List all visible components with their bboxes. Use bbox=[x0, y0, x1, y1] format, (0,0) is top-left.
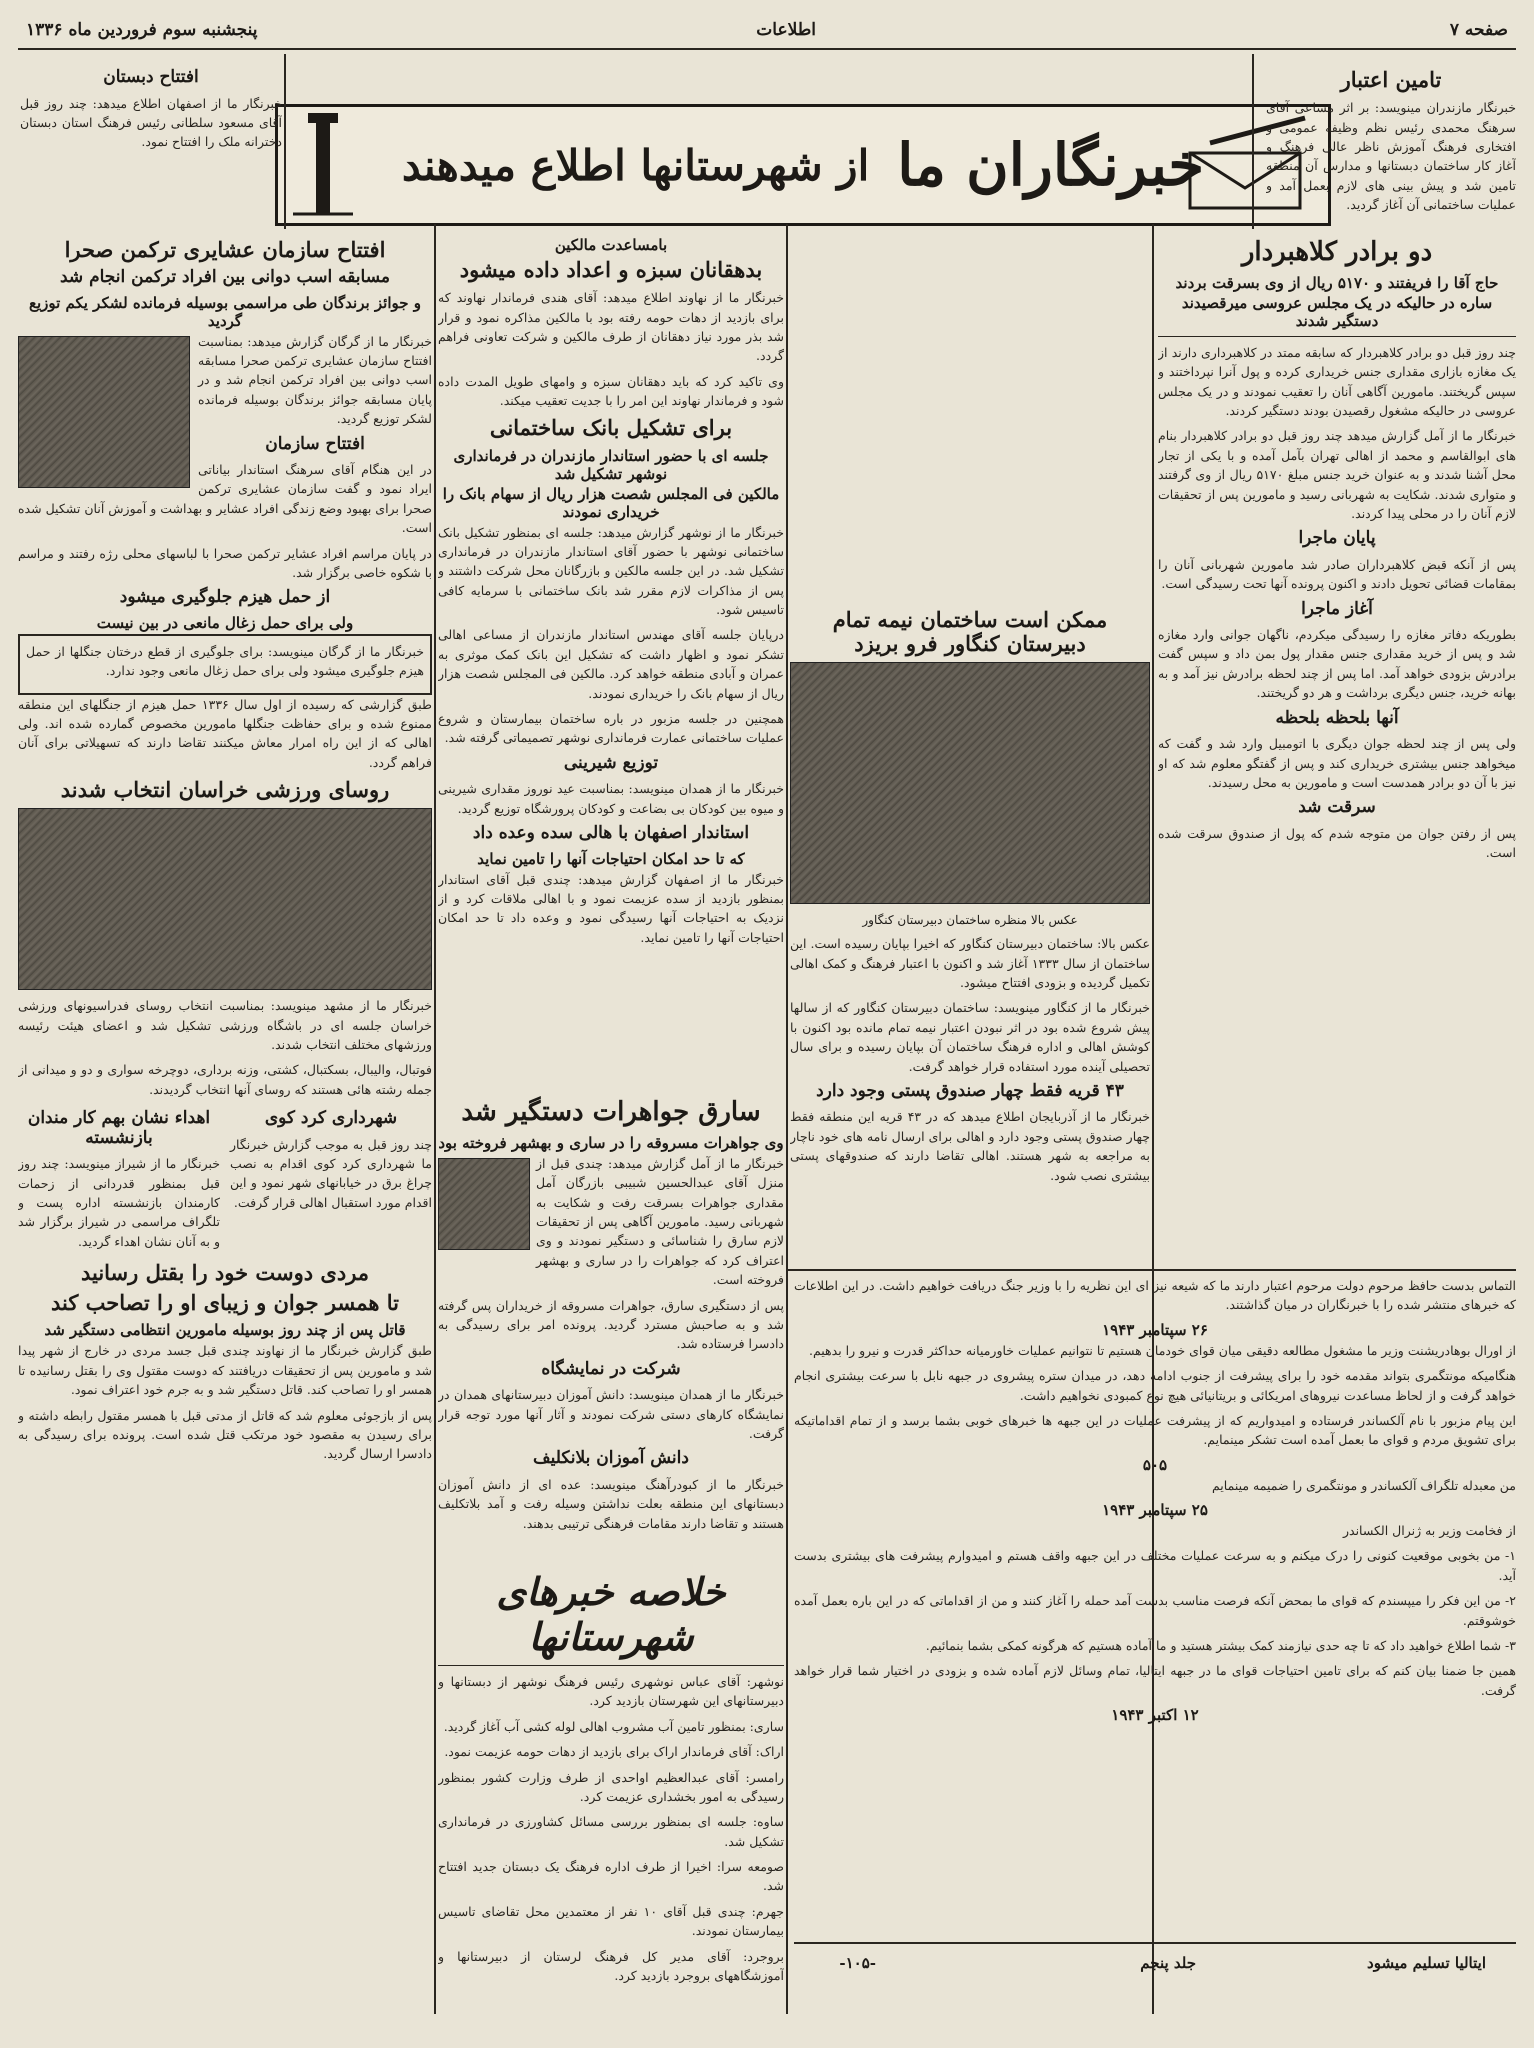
headline-turkmen: افتتاح سازمان عشایری ترکمن صحرا bbox=[64, 237, 386, 262]
banner-subtitle: از شهرستانها اطلاع میدهند bbox=[401, 140, 870, 190]
letter-para-4: این پیام مزبور با نام آلکساندر فرستاده و امیدواریم که از پیشرفت عملیات در این جبهه ها خبرهای خوبی بشما برسد و از تمام اقداماتیکه برای تشویق مردم و قوای ما بعمل آمده است تشکر مینمایم. bbox=[794, 1412, 1516, 1448]
murder-kicker: قاتل پس از چند روز بوسیله مامورین انتظامی دستگیر شد bbox=[44, 1321, 406, 1340]
paper-name: اطلاعات bbox=[756, 20, 816, 40]
headline-retirees: اهداء نشان بهم کار مندان بازنشسته bbox=[27, 1108, 211, 1148]
column-3 bbox=[438, 234, 784, 1114]
headline-farmers: بدهقانان سبزه و اعداد داده میشود bbox=[459, 257, 763, 282]
turkmen-body: خبرنگار ما از گرگان گزارش میدهد: بمناسبت افتتاح سازمان عشایری ترکمن صحرا مسابقه اسب دوانی بین افراد ترکمن انجام شد و در پایان مسابقه جوائز برندگان بوسیله فرمانده لشکر توزیع گردید. bbox=[198, 333, 432, 427]
headline-bank: برای تشکیل بانک ساختمانی bbox=[489, 415, 733, 441]
exhibition-body: خبرنگار ما از همدان مینویسد: دانش آموزان دبیرستانهای همدان در نمایشگاه کارهای دستی شرکت نمودند و آثار آنها مورد توجه قرار گرفت. bbox=[438, 1387, 784, 1441]
bank-body: خبرنگار ما از نوشهر گزارش میدهد: جلسه ای بمنظور تشکیل بانک ساختمانی نوشهر با حضور آقای استاندار مازندران در فرمانداری تشکیل شد. در این جلسه مالکین و بازرگانان محل شرکت داشتند و پس از مذاکرات لازم مقرر شد بانک ساختمانی با سرمایه کافی تاسیس شود. bbox=[438, 524, 784, 618]
subhead-end: پایان ماجرا bbox=[1298, 528, 1376, 549]
letter-number: ۵۰۵ bbox=[1142, 1455, 1168, 1474]
letter-para-6: از فخامت وزیر به ژنرال الکساندر bbox=[1342, 1523, 1516, 1538]
letter-para-5: من معبدله تلگراف آلکساندر و مونتگمری را ضمیمه مینمایم bbox=[1211, 1477, 1516, 1493]
horse-race-kicker: و جوائز برندگان طی مراسمی بوسیله فرمانده لشکر یکم توزیع گردید bbox=[28, 293, 422, 330]
murder-body-2: پس از بازجوئی معلوم شد که قاتل از مدتی قبل با همسر مقتول رابطه داشته و برای رسیدن به مقصود خود مرتکب قتل شده است. پرونده برای رسیدگی به دادسرا ارسال گردید. bbox=[18, 1407, 432, 1462]
jewel-thief-body-2: پس از دستگیری سارق، جواهرات مسروقه از خریداران پس گرفته شد و به صاحبش مسترد گردید. پرونده امر برای رسیدگی به دادسرا فرستاده شد. bbox=[438, 1297, 784, 1352]
column-4 bbox=[20, 64, 282, 224]
sports-body-2: فوتبال، والیبال، بسکتبال، کشتی، وزنه برداری، دوچرخه سواری و دو و میدانی از جمله رشته هائی هستند که روسای آنها انتخاب گردیدند. bbox=[18, 1062, 432, 1097]
banner-title: خبرنگاران ما bbox=[897, 131, 1205, 199]
kangavar-body: خبرنگار ما از کنگاور مینویسد: ساختمان دبیرستان کنگاور که از سالها پیش شروع شده بود در اثر نبودن اعتبار نیمه تمام مانده بود اکنون با کوشش اهالی و اداره فرهنگ ساختمان آن بپایان رسیده و برای سال تحصیلی آینده مورد استفاده قرار خواهد گرفت. bbox=[790, 1000, 1150, 1074]
sweets-body: خبرنگار ما از همدان مینویسد: بمناسبت عید نوروز مقداری شیرینی و میوه بین کودکان بی بضاعت و کودکان پرورشگاه توزیع گردید. bbox=[438, 781, 784, 816]
bank-kicker: جلسه ای با حضور استاندار مازندران در فرمانداری نوشهر تشکیل شد bbox=[453, 446, 769, 483]
subhead-start: آغاز ماجرا bbox=[1301, 598, 1373, 619]
summary-title: خلاصه خبرهای شهرستانها bbox=[496, 1569, 726, 1659]
bank-body-2: درپایان جلسه آقای مهندس استاندار مازندران از مساعی اهالی تشکر نمود و اظهار داشت که تشکیل این بانک کمک موثری به عمران و آبادی منطقه خواهد کرد. مالکین فی المجلس شصت هزار ریال از سهام بانک را خریداری نمودند. bbox=[438, 627, 784, 701]
subhead-moment: آنها بلحظه بلحظه bbox=[1275, 707, 1399, 728]
summary-item: نوشهر: آقای عباس نوشهری رئیس فرهنگ نوشهر از دبستانها و دبیرستانهای این شهرستان بازدید کرد. bbox=[438, 1674, 784, 1709]
students-body: خبرنگار ما از کبودرآهنگ مینویسد: عده ای از دانش آموزان دبستانهای این منطقه بعلت نداشتن وسیله رفت و آمد بلاتکلیف هستند و تقاضا دارند مقامات فرهنگی ترتیبی بدهند. bbox=[438, 1476, 784, 1531]
headline-isfahan: استاندار اصفهان با هالی سده وعده داد bbox=[472, 822, 750, 843]
column-2 bbox=[790, 604, 1150, 1264]
header-rule bbox=[18, 48, 1516, 50]
page-number: صفحه ۷ bbox=[1449, 20, 1508, 40]
isfahan-body: خبرنگار ما از اصفهان گزارش میدهد: چندی قبل آقای استاندار بمنظور بازدید از سده عزیمت نمود و با اهالی ملاقات کرد و از نزدیک به احتیاجات آنها رسیدگی نمود و وعده داد تا حد امکان احتیاجات آنها را تامین نماید. bbox=[438, 871, 784, 945]
footer-volume: جلد پنجم bbox=[1140, 1954, 1196, 1972]
headline-kordkuy: شهرداری کرد کوی bbox=[264, 1108, 398, 1129]
swindlers-subhead: حاج آقا را فریفتند و ۵۱۷۰ ریال از وی بسرقت بردند bbox=[1175, 273, 1499, 292]
school-opening-body: خبرنگار ما از اصفهان اطلاع میدهد: چند روز قبل آقای مسعود سلطانی رئیس فرهنگ استان دبستان دخترانه ملک را افتتاح نمود. bbox=[20, 95, 282, 150]
headline-credit: تامین اعتبار bbox=[1340, 67, 1442, 92]
murder-body: طبق گزارش خبرنگار ما از نهاوند چندی قبل جسد مردی در خارج از شهر پیدا شد و مامورین پس از تحقیقات دریافتند که دوست مقتول وی را بقتل رسانیده تا همسر او را تصاحب کند. قاتل دستگیر شد و به جرم خود اعتراف نمود. bbox=[18, 1343, 432, 1398]
firewood-box bbox=[18, 634, 432, 695]
isfahan-kicker: که تا حد امکان احتیاجات آنها را تامین نماید bbox=[477, 849, 745, 868]
photo-caption: عکس بالا منظره ساختمان دبیرستان کنگاور bbox=[862, 913, 1078, 928]
firewood-body: خبرنگار ما از گرگان مینویسد: برای جلوگیری از قطع درختان جنگلها از حمل هیزم جلوگیری میشود ولی برای حمل زغال مانعی وجود ندارد. bbox=[26, 643, 424, 679]
letter-para-10: همین جا ضمنا بیان کنم که برای تامین احتیاجات قوای ما در جبهه ایتالیا، تمام وسائل لازم آماده شده و بزودی در اختیار شما قرار خواهد گرفت. bbox=[794, 1663, 1516, 1698]
retirees-body: خبرنگار ما از شیراز مینویسد: چند روز قبل بمنظور قدردانی از زحمات کارمندان بازنشسته اداره پست و تلگراف مراسمی در شیراز برگزار شد و به آنان نشان اهداء گردید. bbox=[18, 1156, 220, 1249]
headline-postboxes: ۴۳ قریه فقط چهار صندوق پستی وجود دارد bbox=[816, 1080, 1124, 1101]
turkmen-body-3: در پایان مراسم افراد عشایر ترکمن صحرا با لباسهای محلی رژه رفتند و مراسم با شکوه خاصی برگزار شد. bbox=[18, 545, 432, 580]
jewel-thief-body: خبرنگار ما از آمل گزارش میدهد: چندی قبل از منزل آقای عبدالحسین شبیبی بازرگان آمل مقداری جواهرات بسرقت رفت و شکایت به شهربانی رسید. مامورین آگاهی پس از تحقیقات لازم سارق را شناسائی و دستگیر نمودند و وی اعتراف کرد که جواهرات را در ساری و بهشهر فروخته است. bbox=[536, 1155, 784, 1288]
firewood-kicker: ولی برای حمل زغال مانعی در بین نیست bbox=[96, 613, 354, 632]
letter-para-3: هنگامیکه مونتگمری بتواند مقدمه خود را برای پیشرفت از جنوب ادامه دهد، در میدان ستره پیشروی در جبهه نابل با سرعت بیشتری انجام خواهد گرفت و از لحاظ مساعدت نیروهای امریکائی و بریتانیائی هیچ نوع کمبودی نخواهیم داشت. bbox=[794, 1368, 1516, 1403]
subhead-org-opening: افتتاح سازمان bbox=[265, 433, 365, 454]
summary-item: رامسر: آقای عبدالعظیم اواحدی از طرف وزارت کشور بمنظور رسیدگی به امور بخشداری عزیمت کرد. bbox=[438, 1769, 784, 1804]
thief-illustration bbox=[438, 1158, 530, 1250]
subhead-theft: سرقت شد bbox=[1298, 797, 1376, 818]
article-credit: خبرنگار مازندران مینویسد: بر اثر مساعی آقای سرهنگ محمدی رئیس نظم وظیفه عمومی و افتخاری فرهنگ آموزش ناظر عالی فرهنگ و آغاز کار ساختمان دبستانها و مدارس آن منطقه تامین شد و پیش بینی های لازم بعمل آمد و عملیات ساختمانی آن آغاز گردید. bbox=[1266, 100, 1516, 213]
farmers-body: خبرنگار ما از نهاوند اطلاع میدهد: آقای هندی فرماندار نهاوند که برای بازدید از دهات حومه رفته بود با مالکین مذاکره نمود و قرار شد بذر مورد نیاز دهقانان از طرف مالکین و شرکت تعاونی فراهم گردد. bbox=[438, 290, 784, 364]
summary-item: ساری: بمنظور تامین آب مشروب اهالی لوله کشی آب آغاز گردید. bbox=[443, 1718, 784, 1734]
kordkuy-body: چند روز قبل به موجب گزارش خبرنگار ما شهرداری کرد کوی اقدام به نصب چراغ برق در خیابانهای شهر نمود و این اقدام مورد استقبال اهالی قرار گرفت. bbox=[230, 1136, 432, 1210]
summary-item: جهرم: چندی قبل آقای ۱۰ نفر از معتمدین محل تقاضای تاسیس بیمارستان نمودند. bbox=[438, 1903, 784, 1939]
headline-jewel-thief: سارق جواهرات دستگیر شد bbox=[461, 1097, 761, 1127]
swindlers-start: بطوریکه دفاتر مغازه را رسیدگی میکردم، ناگهان جوانی وارد مغازه شد و پس از خرید مقداری جنس مقدار پول بمن داد و سپس گفت برادرش بزودی خواهد آمد. اما پس از چند لحظه برادرش نیز آمد و به بهانه خرید، جنس دیگری برداشت و هر دو گریختند. bbox=[1158, 627, 1516, 701]
issue-date: پنجشنبه سوم فروردین ماه ۱۳۳۶ bbox=[26, 20, 258, 40]
farmers-body-2: وی تاکید کرد که باید دهقانان سبزه و وامهای طویل المدت داده شود و فرماندار نهاوند این امر را با جدیت تعقیب میکند. bbox=[438, 373, 784, 409]
kangavar-intro: عکس بالا: ساختمان دبیرستان کنگاور که اخیرا بپایان رسیده است. این ساختمان از سال ۱۳۳۳ آغاز شد و اکنون با اعتبار فرهنگ و کمک اهالی تکمیل گردیده و بزودی افتتاح میشود. bbox=[790, 936, 1150, 991]
firewood-body-2: طبق گزارشی که رسیده از اول سال ۱۳۳۶ حمل هیزم از جنگلهای این منطقه ممنوع شده و برای حفاظت جنگلها مامورین مخصوص گمارده شده اند. ولی اهالی که از این راه امرار معاش میکنند تقاضا دارند که تسهیلاتی برای آنان فراهم گردد. bbox=[18, 696, 432, 770]
letter-intro: التماس بدست حافظ مرحوم دولت مرحوم اعتبار دارند ما که شیعه نیز ای این نظریه را با وزیر جنگ دریافت خواهیم داشت. در این اطلاعات که خبرهای منتشر شده را با خبرنگاران در میان گذاشتند. bbox=[794, 1278, 1516, 1313]
summary-section bbox=[438, 1569, 784, 2014]
column-1-lower bbox=[1158, 234, 1516, 1264]
section-banner bbox=[275, 104, 1331, 226]
summary-item: اراک: آقای فرماندار اراک برای بازدید از دهات حومه عزیمت نمود. bbox=[444, 1744, 784, 1760]
column-4-main bbox=[18, 234, 432, 2014]
footer-page: -۱۰۵- bbox=[839, 1954, 876, 1972]
bank-kicker-2: مالکین فی المجلس شصت هزار ریال از سهام بانک را خریداری نمودند bbox=[442, 484, 780, 521]
bank-body-3: همچنین در جلسه مزبور در باره ساختمان بیمارستان و شروع عملیات ساختمانی عمارت فرمانداری نوشهر تصمیماتی گرفته شد. bbox=[438, 710, 784, 746]
tower-icon bbox=[288, 109, 358, 219]
headline-students: دانش آموزان بلانکلیف bbox=[533, 1448, 689, 1469]
swindlers-kicker: ساره در حالیکه در یک مجلس عروسی میرقصیدند دستگیر شدند bbox=[1181, 293, 1493, 330]
summary-item: بروجرد: آقای مدیر کل فرهنگ لرستان از دبیرستانها و آموزشگاههای بروجرد بازدید کرد. bbox=[438, 1948, 784, 1983]
footer-title: ایتالیا تسلیم میشود bbox=[1367, 1954, 1486, 1972]
summary-item: ساوه: جلسه ای بمنظور بررسی مسائل کشاورزی در فرمانداری تشکیل شد. bbox=[438, 1814, 784, 1849]
sports-body: خبرنگار ما از مشهد مینویسد: بمناسبت انتخاب روسای فدراسیونهای ورزشی خراسان جلسه ای در باشگاه ورزشی تشکیل شد و اعضای هیئت رئیسه ورزشهای مختلف انتخاب شدند. bbox=[18, 998, 432, 1053]
swindlers-moment: ولی پس از چند لحظه جوان دیگری با اتومبیل وارد شد و گفت که میخواهد جنس بیشتری خریداری کند و پس از گفتگو معلوم شد که او نیز با آن دو برادر همدست است و مامورین به محل رسیدند. bbox=[1158, 736, 1516, 790]
headline-swindlers: دو برادر کلاهبردار bbox=[1241, 237, 1433, 267]
newspaper-page bbox=[18, 14, 1516, 2034]
summary-item: صومعه سرا: اخیرا از طرف اداره فرهنگ یک دبستان جدید افتتاح شد. bbox=[438, 1859, 784, 1894]
school-building-photo bbox=[790, 662, 1150, 928]
letter-date-3: ۱۲ اکتبر ۱۹۴۳ bbox=[1111, 1706, 1199, 1724]
headline-horse-race: مسابقه اسب دوانی بین افراد ترکمن انجام شد bbox=[60, 267, 390, 288]
postboxes-body: خبرنگار ما از آذربایجان اطلاع میدهد که در ۴۳ قریه این منطقه فقط چهار صندوق پستی وجود دارد و اهالی برای ارسال نامه های خود ناچار به مراجعه به شهر هستند. اهالی تقاضا دارند که صندوقهای پستی بیشتری نصب شود. bbox=[790, 1109, 1150, 1183]
headline-school-opening: افتتاح دبستان bbox=[103, 67, 199, 87]
jewel-thief-kicker: وی جواهرات مسروقه را در ساری و بهشهر فروخته بود bbox=[438, 1133, 784, 1152]
letter-section bbox=[794, 1276, 1516, 1936]
headline-sweets: توزیع شیرینی bbox=[563, 752, 659, 773]
column-1 bbox=[1266, 64, 1516, 224]
letter-para-9: ۳- شما اطلاع خواهید داد که تا چه حدی نیازمند کمک بیشتر هستید و ما آماده هستیم که هرگونه کمکی بشما بنمائیم. bbox=[925, 1637, 1516, 1653]
headline-sports: روسای ورزشی خراسان انتخاب شدند bbox=[60, 777, 390, 803]
swindlers-intro: چند روز قبل دو برادر کلاهبردار که سابقه ممتد در کلاهبرداری دارند از یک مغازه بازاری مقداری جنس خریداری کرده و پول آنرا نپرداختند و سپس گریختند. مامورین آگاهی آنان را تعقیب نمودند و در یک مجلس عروسی در حالیکه مشغول رقصیدن بودند دستگیر کردند. bbox=[1158, 344, 1516, 419]
letter-date-1: ۲۶ سپتامبر ۱۹۴۳ bbox=[1102, 1320, 1208, 1339]
letter-date-2: ۲۵ سپتامبر ۱۹۴۳ bbox=[1102, 1501, 1208, 1519]
headline-kangavar: ممکن است ساختمان نیمه تمام دبیرستان کنگاور فرو بریزد bbox=[832, 607, 1108, 657]
headline-murder-2: تا همسر جوان و زیبای او را تصاحب کند bbox=[50, 1290, 400, 1316]
turkmen-ceremony-photo bbox=[18, 336, 190, 488]
swindlers-theft: پس از رفتن جوان من متوجه شدم که پول از صندوق سرقت شده است. bbox=[1158, 825, 1516, 861]
letter-para-8: ۲- من این فکر را میپسندم که قوای ما بمحض آنکه فرصت مناسب بدست آمد حمله را آغاز کنند و من از اقداماتی که در این باره بعمل آمده خوشوقتم. bbox=[794, 1593, 1516, 1628]
landowners-kicker: بامساعدت مالکین bbox=[554, 236, 668, 254]
headline-murder: مردی دوست خود را بقتل رسانید bbox=[80, 1260, 370, 1286]
letter-para-2: از اورال بوهادریشنت وزیر ما مشغول مطالعه دقیقی میان قوای خودمان هستیم تا نتوانیم عملیات خاورمیانه حداکثر قدرت و نیرو را بدهیم. bbox=[808, 1342, 1516, 1358]
swindlers-body: خبرنگار ما از آمل گزارش میدهد چند روز قبل دو برادر کلاهبردار بنام های ابوالقاسم و محمد از اهالی تهران بآمل آمده و با یکی از تجار محل آشنا شدند و به عنوان خرید جنس مبلغ ۵۱۷۰ ریال از وی گرفتند و متواری شدند. شکایت به شهربانی رسید و مامورین پس از تحقیقات لازم آنان را در محلی پیدا کردند. bbox=[1158, 428, 1516, 521]
turkmen-body-2: در این هنگام آقای سرهنگ استاندار بیاناتی ایراد نمود و گفت سازمان عشایری ترکمن صحرا برای بهبود وضع زندگی افراد عشایر و بهداشت و آموزش آنان تشکیل شده است. bbox=[18, 462, 432, 536]
letter-para-7: ۱- من بخوبی موقعیت کنونی را درک میکنم و به سرعت عملیات مختلف در این جبهه واقف هستم و امیدوارم پیشرفت های بیشتری بدست آید. bbox=[794, 1548, 1516, 1583]
column-3-lower bbox=[438, 1094, 784, 1564]
headline-firewood: از حمل هیزم جلوگیری میشود bbox=[119, 587, 331, 608]
headline-exhibition: شرکت در نمایشگاه bbox=[541, 1358, 681, 1379]
sports-officials-photo bbox=[18, 808, 432, 990]
swindlers-end: پس از آنکه قبض کلاهبرداران صادر شد مامورین شهربانی آنان را بمقامات قضائی تحویل دادند و اکنون پرونده آنها تحت رسیدگی است. bbox=[1158, 556, 1516, 592]
